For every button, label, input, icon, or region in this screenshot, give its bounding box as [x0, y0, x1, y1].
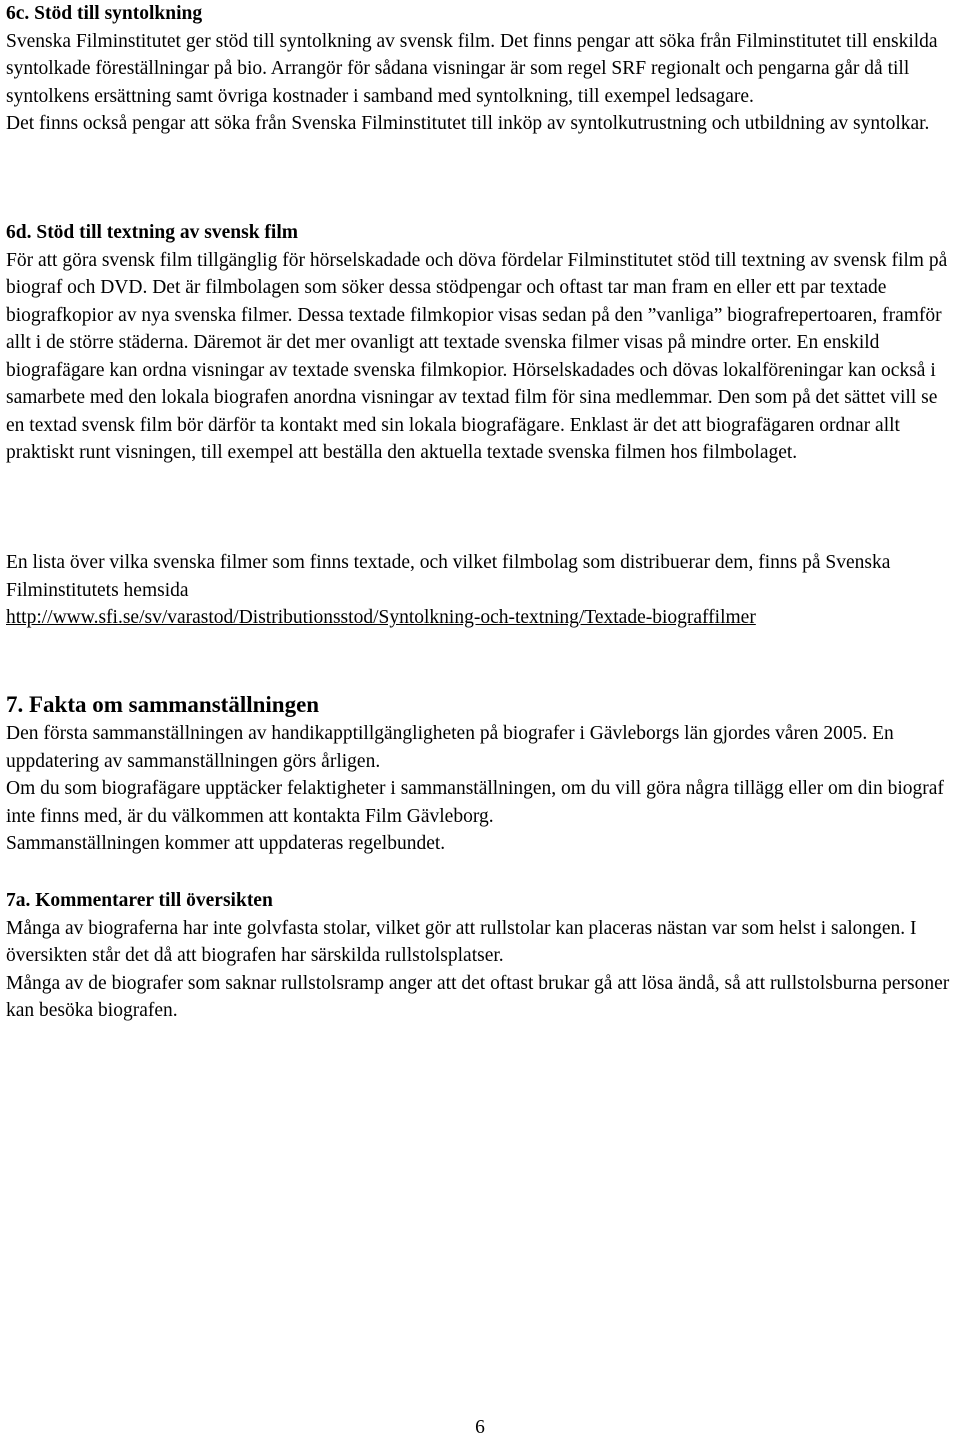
paragraph: För att göra svensk film tillgänglig för hörselskadade och döva fördelar Filminstitutet stöd till textning av svensk film på biograf och DVD. Det är filmbolagen som söker dessa stödpengar och oftast tar man fram en eller ett par textade biografkopior av nya svenska filmer. Dessa textade filmkopior visas sedan på den ”vanliga” biografrepertoaren, framför allt i de större städerna. Däremot är det mer ovanligt att textade svenska filmer visas på mindre orter. En enskild biografägare kan ordna visningar av textade svenska filmkopior. Hörselskadades och dövas lokalföreningar kan också i samarbete med den lokala biografen anordna visningar av textad film för sina medlemmar. Den som på det sättet vill se en textad svensk film bör därför ta kontakt med sin lokala biografägare. Enklast är det att biografägaren ordnar allt praktiskt runt visningen, till exempel att beställa den aktuella textade svenska filmen hos filmbolaget.	[6, 249, 948, 463]
paragraph: Sammanställningen kommer att uppdateras regelbundet.	[6, 833, 446, 854]
section-6c	[6, 0, 954, 138]
paragraph: Svenska Filminstitutet ger stöd till syntolkning av svensk film. Det finns pengar att söka från Filminstitutet till enskilda syntolkade föreställningar på bio. Arrangör för sådana visningar är som regel SRF regionalt och pengarna går då till syntolkens ersättning samt övriga kostnader i samband med syntolkning, till exempel ledsagare.	[6, 30, 938, 107]
section-heading: 6d. Stöd till textning av svensk film	[6, 222, 298, 243]
section-6d	[6, 219, 954, 467]
paragraph: Det finns också pengar att söka från Svenska Filminstitutet till inköp av syntolkutrustning och utbildning av syntolkar.	[6, 113, 930, 134]
paragraph: Den första sammanställningen av handikapptillgängligheten på biografer i Gävleborgs län gjordes våren 2005. En uppdatering av sammanställningen görs årligen.	[6, 723, 894, 772]
section-7	[6, 690, 954, 858]
section-7a	[6, 887, 954, 1025]
paragraph: En lista över vilka svenska filmer som finns textade, och vilket filmbolag som distribuerar dem, finns på Svenska Filminstitutets hemsida	[6, 552, 891, 601]
paragraph: Om du som biografägare upptäcker felaktigheter i sammanställningen, om du vill göra några tillägg eller om din biograf inte finns med, är du välkommen att kontakta Film Gävleborg.	[6, 778, 944, 827]
section-6d-list	[6, 549, 954, 632]
section-heading: 7. Fakta om sammanställningen	[6, 692, 320, 717]
page-number: 6	[475, 1417, 485, 1438]
section-heading: 7a. Kommentarer till översikten	[6, 890, 273, 911]
section-heading: 6c. Stöd till syntolkning	[6, 3, 203, 24]
sfi-link[interactable]: http://www.sfi.se/sv/varastod/Distributionsstod/Syntolkning-och-textning/Textade-biograffilmer	[6, 607, 756, 628]
paragraph: Många av de biografer som saknar rullstolsramp anger att det oftast brukar gå att lösa ändå, så att rullstolsburna personer kan besöka biografen.	[6, 972, 950, 1021]
paragraph: Många av biograferna har inte golvfasta stolar, vilket gör att rullstolar kan placeras nästan var som helst i salongen. I översikten står det då att biografen har särskilda rullstolsplatser.	[6, 917, 917, 966]
